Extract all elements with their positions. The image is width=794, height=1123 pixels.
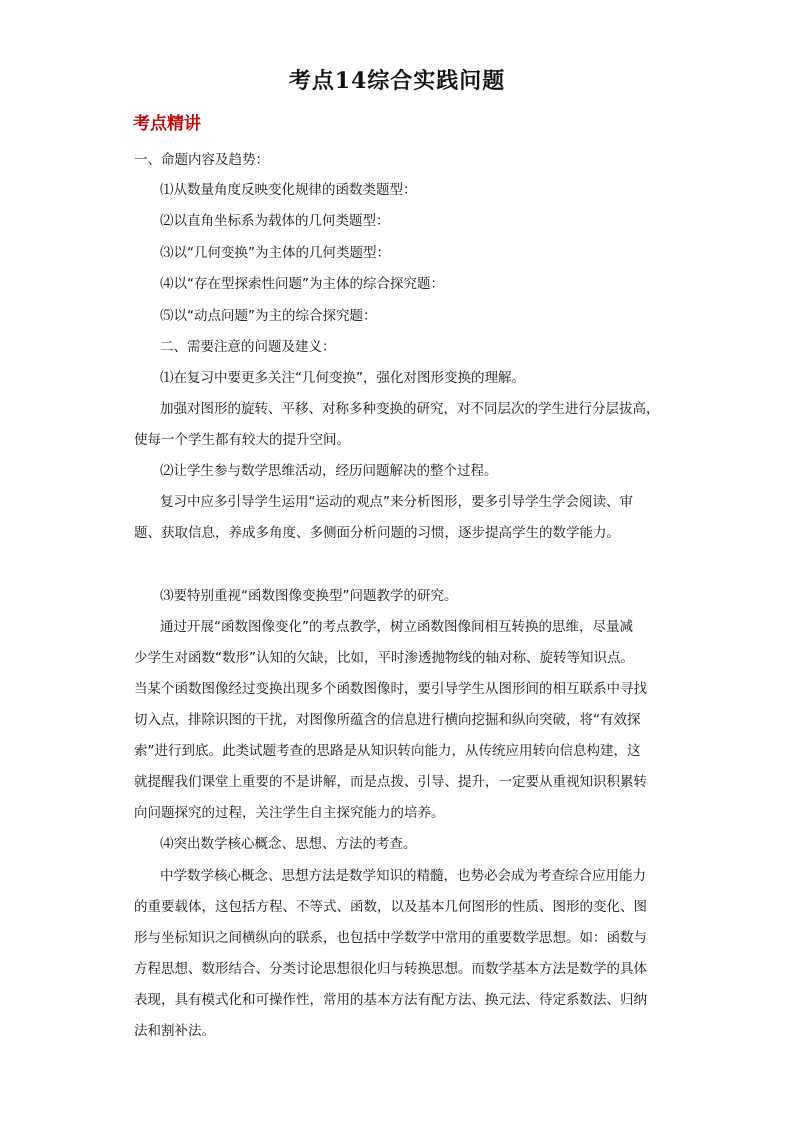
paragraph-line: 加强对图形的旋转、平移、对称多种变换的研究，对不同层次的学生进行分层拔高， xyxy=(160,401,660,417)
paragraph-line: 题、获取信息，养成多角度、多侧面分析问题的习惯，逐步提高学生的数学能力。 xyxy=(134,525,620,541)
paragraph-line: 少学生对函数“数形”认知的欠缺，比如，平时渗透抛物线的轴对称、旋转等知识点。 xyxy=(134,650,634,666)
heading-topic-trends: 一、命题内容及趋势： xyxy=(134,152,269,168)
paragraph-line: 法和割补法。 xyxy=(134,1023,215,1039)
paragraph-line: 使每一个学生都有较大的提升空间。 xyxy=(134,432,350,448)
trend-item-3: ⑶以“几何变换”为主体的几何类题型： xyxy=(160,245,390,261)
note-item-4: ⑷突出数学核心概念、思想、方法的考查。 xyxy=(160,836,417,852)
note-item-1: ⑴在复习中要更多关注“几何变换”，强化对图形变换的理解。 xyxy=(160,370,525,386)
paragraph-line: 索”进行到底。此类试题考查的思路是从知识转向能力，从传统应用转向信息构建，这 xyxy=(134,743,641,759)
note-item-3: ⑶要特别重视“函数图像变换型”问题教学的研究。 xyxy=(160,588,458,604)
trend-item-2: ⑵以直角坐标系为载体的几何类题型： xyxy=(160,213,390,229)
paragraph-line: 切入点，排除识图的干扰，对图像所蕴含的信息进行横向挖掘和纵向突破，将“有效探 xyxy=(134,712,641,728)
paragraph-line: 中学数学核心概念、思想方法是数学知识的精髓，也势必会成为考查综合应用能力 xyxy=(160,868,646,884)
page-title: 考点14综合实践问题 xyxy=(288,68,506,94)
paragraph-line: 形与坐标知识之间横纵向的联系，也包括中学数学中常用的重要数学思想。如：函数与 xyxy=(134,930,647,946)
heading-notes: 二、需要注意的问题及建义： xyxy=(160,339,336,355)
paragraph-line: 复习中应多引导学生运用“运动的观点”来分析图形，要多引导学生学会阅读、审 xyxy=(160,494,633,510)
trend-item-5: ⑸以“动点问题”为主的综合探究题： xyxy=(160,308,377,324)
paragraph-line: 方程思想、数形结合、分类讨论思想很化归与转换思想。而数学基本方法是数学的具体 xyxy=(134,961,647,977)
section-title: 考点精讲 xyxy=(133,114,201,134)
paragraph-line: 的重要载体，这包括方程、不等式、函数，以及基本几何图形的性质、图形的变化、图 xyxy=(134,899,647,915)
paragraph-line: 当某个函数图像经过变换出现多个函数图像时，要引导学生从图形间的相互联系中寻找 xyxy=(134,681,647,697)
trend-item-4: ⑷以“存在型探索性问题”为主体的综合探究题： xyxy=(160,276,444,292)
note-item-2: ⑵让学生参与数学思维活动，经历问题解决的整个过程。 xyxy=(160,463,498,479)
paragraph-line: 向问题探究的过程，关注学生自主探究能力的培养。 xyxy=(134,805,445,821)
paragraph-line: 就提醒我们课堂上重要的不是讲解，而是点拨、引导、提升，一定要从重视知识积累转 xyxy=(134,774,647,790)
paragraph-line: 通过开展“函数图像变化”的考点教学，树立函数图像间相互转换的思维，尽量减 xyxy=(160,619,633,635)
paragraph-line: 表现，具有模式化和可操作性，常用的基本方法有配方法、换元法、待定系数法、归纳 xyxy=(134,992,647,1008)
trend-item-1: ⑴从数量角度反映变化规律的函数类题型： xyxy=(160,182,417,198)
